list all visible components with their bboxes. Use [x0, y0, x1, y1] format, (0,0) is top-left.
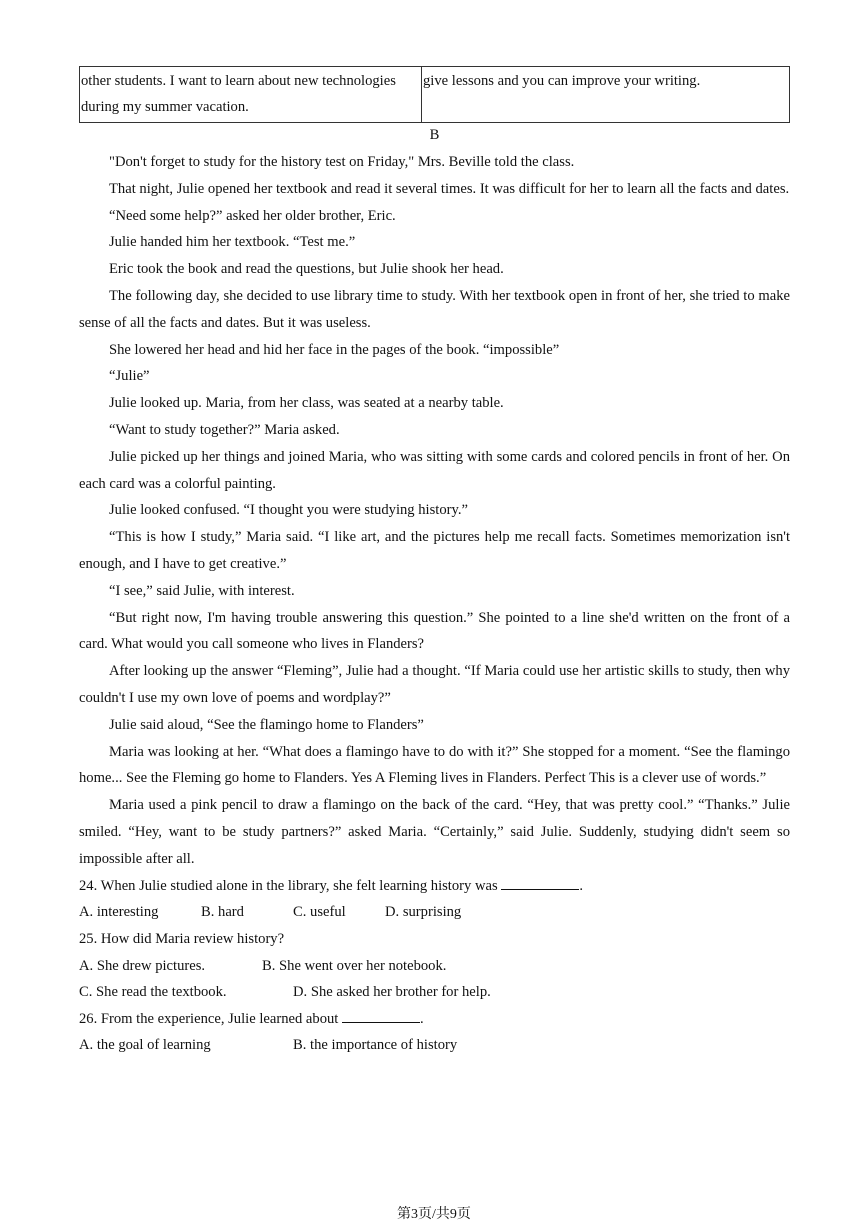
paragraph: Eric took the book and read the questions, but Julie shook her head.: [109, 261, 504, 278]
question-stem: 25. How did Maria review history?: [79, 930, 285, 947]
section-title: B: [429, 127, 440, 143]
paragraph: “Julie”: [109, 368, 150, 385]
option-c: C. She read the textbook.: [79, 984, 227, 1001]
paragraph: Julie looked confused. “I thought you were studying history.”: [109, 502, 468, 519]
passage: [79, 149, 790, 873]
answer-blank: [501, 875, 579, 890]
table-row: [80, 67, 790, 123]
paragraph: She lowered her head and hid her face in the pages of the book. “impossible”: [109, 341, 560, 358]
paragraph: “Want to study together?” Maria asked.: [109, 421, 340, 438]
option-a: A. interesting: [79, 904, 159, 921]
paragraph: Julie handed him her textbook. “Test me.”: [109, 234, 356, 251]
paragraph: “I see,” said Julie, with interest.: [109, 582, 295, 599]
option-d: D. surprising: [385, 904, 462, 921]
paragraph: Maria used a pink pencil to draw a flamingo on the back of the card. “Hey, that was pretty cool.” “Thanks.” Julie smiled. “Hey, want to be study partners?” asked Maria. “Certainly,” said Julie. Suddenly, studying didn't seem so impossible after all.: [79, 797, 790, 867]
paragraph: Julie said aloud, “See the flamingo home to Flanders”: [109, 716, 424, 733]
options-row: [79, 1032, 790, 1059]
document-page: [79, 66, 790, 1059]
table-cell-right: give lessons and you can improve your writing.: [422, 67, 790, 123]
paragraph: Maria was looking at her. “What does a flamingo have to do with it?” She stopped for a moment. “See the flamingo home... See the Fleming go home to Flanders. Yes A Fleming lives in Flanders. Perfect This is a clever use of words.”: [79, 743, 790, 787]
option-a: A. the goal of learning: [79, 1037, 211, 1054]
paragraph: The following day, she decided to use library time to study. With her textbook open in front of her, she tried to make sense of all the facts and dates. But it was useless.: [79, 287, 790, 331]
option-c: C. useful: [293, 904, 346, 921]
paragraph: Julie picked up her things and joined Maria, who was sitting with some cards and colored pencils in front of her. On each card was a colorful painting.: [79, 448, 790, 492]
paragraph: “This is how I study,” Maria said. “I like art, and the pictures help me recall facts. Sometimes memorization isn't enough, and I have to get creative.”: [79, 529, 790, 572]
option-b: B. the importance of history: [293, 1037, 458, 1054]
paragraph: That night, Julie opened her textbook and read it several times. It was difficult for her to learn all the facts and dates.: [109, 180, 790, 197]
options-row: [79, 899, 790, 926]
paragraph: “Need some help?” asked her older brother, Eric.: [109, 207, 396, 224]
option-b: B. hard: [201, 904, 244, 921]
question-end: .: [579, 877, 583, 894]
table-cell-left: other students. I want to learn about new technologies during my summer vacation.: [80, 67, 422, 123]
option-d: D. She asked her brother for help.: [293, 984, 491, 1001]
options-row: [79, 979, 790, 1006]
question-24: [79, 873, 790, 926]
option-b: B. She went over her notebook.: [262, 957, 447, 974]
paragraph: Julie looked up. Maria, from her class, was seated at a nearby table.: [109, 395, 504, 412]
paragraph: “But right now, I'm having trouble answering this question.” She pointed to a line she'd written on the front of a card. What would you call someone who lives in Flanders?: [79, 609, 790, 653]
options-row: [79, 953, 790, 980]
question-25: [79, 926, 790, 1006]
question-stem: 24. When Julie studied alone in the library, she felt learning history was: [79, 877, 498, 894]
question-26: [79, 1006, 790, 1059]
question-end: .: [420, 1010, 424, 1027]
continued-table: [79, 66, 790, 123]
paragraph: "Don't forget to study for the history test on Friday," Mrs. Beville told the class.: [109, 154, 575, 170]
paragraph: After looking up the answer “Fleming”, Julie had a thought. “If Maria could use her artistic skills to study, then why couldn't I use my own love of poems and wordplay?”: [79, 663, 790, 706]
page-footer: 第3页/共9页: [397, 1207, 471, 1222]
question-stem: 26. From the experience, Julie learned about: [79, 1010, 339, 1027]
option-a: A. She drew pictures.: [79, 957, 206, 974]
answer-blank: [342, 1008, 420, 1023]
